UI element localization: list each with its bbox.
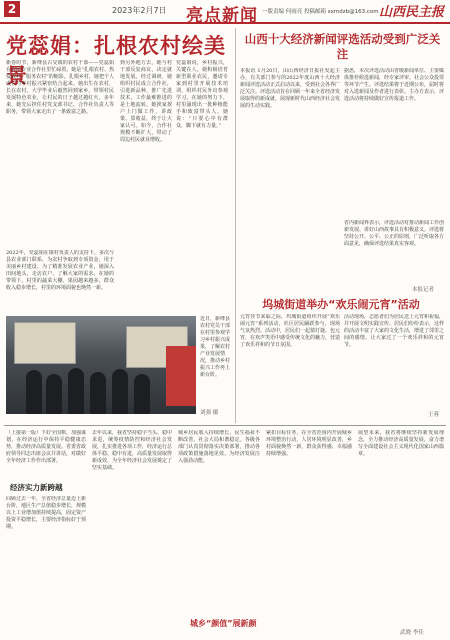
bottom-lead-col: （上接第一版）下好全国棋、加强谋划，在经济运行中保持平稳健康态势，推动经济高质量发展。省委省政府领导同志出席会议并讲话，对做好全年经济工作作出部署。	[6, 430, 86, 464]
bottom-byline: 武晓 李佳	[400, 630, 424, 636]
bottom-col5: 展望未来，我省将继续坚持新发展理念，全力推动经济高质量发展，奋力谱写全面建设社会主义现代化国家山西篇章。	[358, 430, 444, 457]
bottom-sub-col: 回顾过去一年，全省经济总量迈上新台阶，地区生产总值稳步增长，规模以上工业增加值持续提高，固定资产投资平稳增长，主要经济指标好于预期。	[6, 496, 86, 530]
column-divider	[235, 28, 236, 423]
bottom-col4: 紧扣目标任务，在全省范围内开展城乡环境整治行动，人居环境明显改善，乡村面貌焕然一新，群众获得感、幸福感持续增强。	[266, 430, 352, 457]
right-article-title: 山西十大经济新闻评选活动受到广泛关注	[244, 32, 441, 61]
right-article-col1: 本报讯 1月20日，由山西经济日报社发起主办，有关部门参与的2022年度山西十大经济新闻评选活动正式启动以来，受到社会各界广泛关注。评选活动旨在回顾一年来全省经济发展取得的新成就，展现新时代山西经济社会发展的生动实践。	[240, 68, 340, 109]
photo-caption: 近日，新绛县农村党员干部在村里参观学习乡村振兴成果，了解农村产业发展情况，推动乡村振兴工作再上新台阶。	[200, 316, 231, 378]
page-number: 2	[4, 1, 20, 17]
mid-article-title: 坞城街道举办“欢乐闹元宵”活动	[262, 298, 420, 311]
mid-article-col2: 活动现场，志愿者们为居民送上元宵和祝福，并开展文明实践宣传。居民们纷纷表示，这样的活动丰富了大家的文化生活，增进了邻里之间的感情，让大家过了一个欢乐祥和的元宵节。	[344, 314, 444, 348]
bottom-col3: 城乡居民收入持续增长，民生福祉不断改善，社会大局和谐稳定。各级各部门认真贯彻落实决策部署，推动各项政策措施落地见效，为经济发展注入强劲动能。	[178, 430, 260, 464]
right-article-col2: 据悉，本次评选活动由省级新闻单位、主要媒体推荐候选新闻，经专家评审、社会公众投票等环节产生。评选结果将于近期公布，届时将对入选新闻及作者进行表彰。主办方表示，评选活动将持续做好宣传报道工作。	[344, 68, 444, 102]
mid-article-col1: 元宵佳节来临之际，坞城街道组织开展“欢乐闹元宵”系列活动，社区居民踊跃参与，现场气氛热烈。活动中，居民们一起猜灯谜、包元宵，在欢声笑语中感受传统文化的魅力，营造了欢乐祥和的节日氛围。	[240, 314, 340, 348]
photo-byline: 刘强 摄	[200, 410, 219, 416]
bottom-col3-heading: 城乡“颜值”展新颜	[190, 619, 257, 628]
newspaper-masthead: 山西民主报	[378, 5, 444, 20]
issue-date: 2023年2月7日	[112, 6, 167, 15]
bottom-divider	[4, 425, 446, 426]
right-article-byline: 本报记者	[412, 287, 435, 293]
bottom-col2: 去年以来，我省坚持稳字当头、稳中求进，统筹疫情防控和经济社会发展，扎实推进各项工作，经济运行总体平稳、稳中有进，高质量发展取得新成效，为全年经济社会发展奠定了坚实基础。	[92, 430, 172, 471]
section-title: 亮点新闻	[186, 6, 258, 26]
main-article-col3: 到另外地方去，她与村干部反复商议，决定就地发展。经过调研，她组织村民成立合作社，引进新品种，推广先进技术。工作最难推进的是土地流转。她挨家挨户上门做工作，讲政策、算收益，终于让大家认可。如今，合作社规模不断扩大，带动了周边村民就业增收。	[120, 60, 172, 143]
editor-info: 一版责编 何雨亮 投稿邮箱 sxmdzb@163.com	[262, 9, 379, 15]
page-header	[0, 0, 450, 24]
main-article-photo	[6, 316, 196, 414]
main-article-col1: 新春时节，新绛县古交镇的农村干部——党蕊娟在农民专业合作社里忙碌着。她是“扎根农村、热爱农村、服务农村”的缩影。扎根乡村，她把个人成长与乡村振兴紧密结合起来。她出生在农村，长在农村，大学毕业后毅然回到家乡，带领村民发展特色农业，让村民的日子越过越红火。多年来，她先后担任村党支部书记、合作社负责人等职务，带领大家走出了一条致富之路。	[6, 60, 114, 115]
main-article-col2: 2022年，党蕊娟在镇村负责人的支持下，多次与县农业部门联系，为农村争取到专项资金，用于美丽乡村建设。为了精准发展农业产业，她深入田间地头，走访农户，了解大家的需求。在她的带领下，村里的蔬菜大棚、果园越来越多，群众收入稳步增长，村里的环境面貌也焕然一新。	[6, 250, 114, 291]
bottom-subheading: 经济实力新跨越	[10, 483, 63, 492]
mid-article-byline: 王蓉	[428, 412, 440, 418]
main-article-col4: 党蕊娟说，乡村振兴，关键在人。她积极培育新型职业农民，邀请专家到村里开展技术培训，组织村民外出参观学习。在她的努力下，村里涌现出一批种植能手和致富带头人。她说：“只要心中有群众，脚下就有力量。”	[176, 60, 228, 129]
main-article-title: 党蕊娟：扎根农村绘美景	[6, 34, 226, 88]
right-article-col3: 省内新闻界表示，评选活动对推动新闻工作创新发展、讲好山西故事具有积极意义。评选将坚持公开、公平、公正的原则，广泛听取各方面意见，确保评选结果真实客观。	[344, 220, 444, 247]
